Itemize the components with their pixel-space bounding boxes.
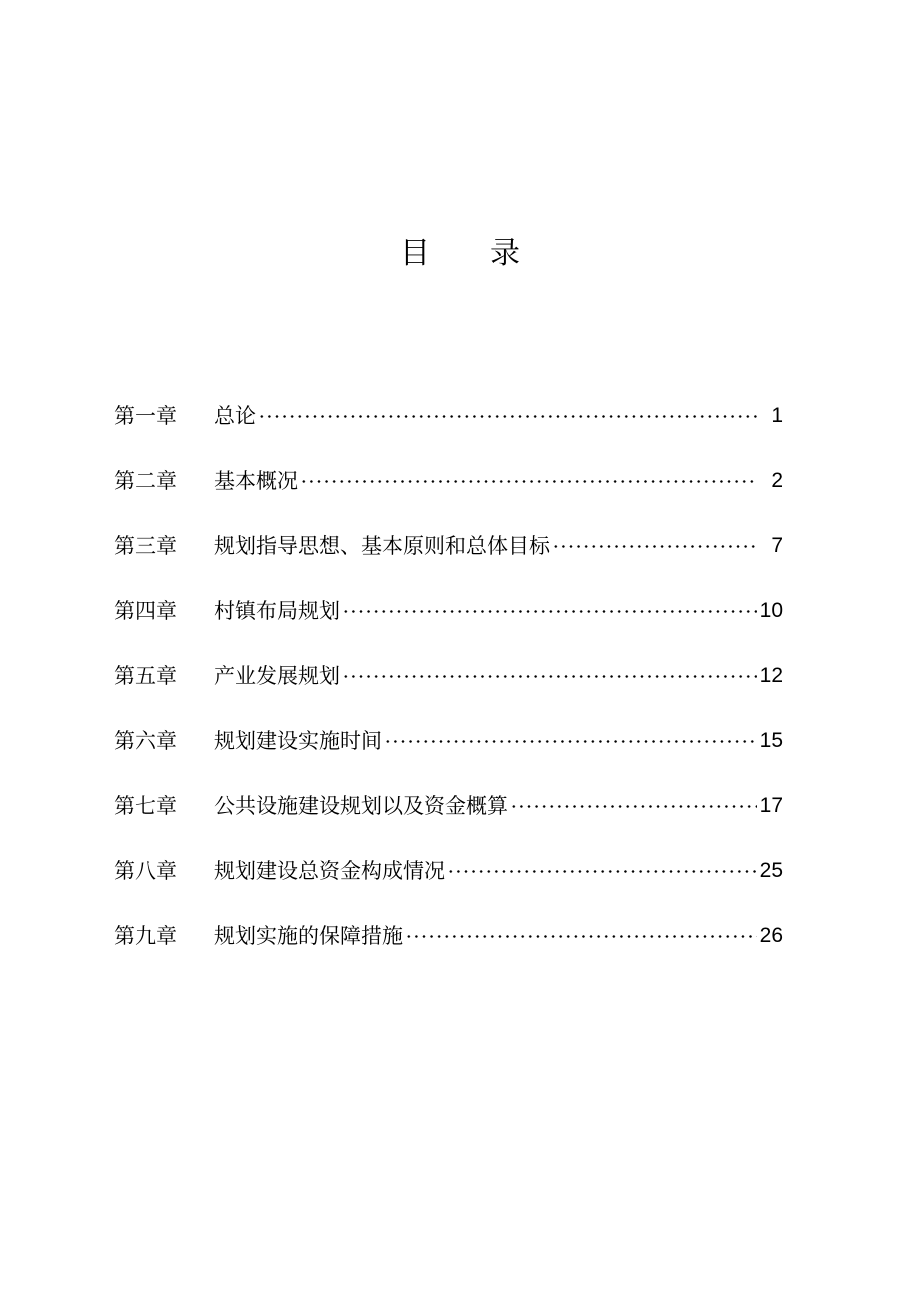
chapter-number: 第七章 bbox=[114, 794, 177, 818]
toc-title-char-2: 录 bbox=[490, 236, 520, 271]
dot-leader bbox=[552, 545, 757, 548]
toc-entry-chapter-4[interactable] bbox=[114, 595, 783, 627]
chapter-title: 村镇布局规划 bbox=[214, 599, 340, 623]
toc-title-char-1: 目 bbox=[400, 236, 430, 271]
chapter-number: 第四章 bbox=[114, 599, 177, 623]
chapter-title: 产业发展规划 bbox=[214, 664, 340, 688]
toc-entry-chapter-7[interactable] bbox=[114, 790, 783, 822]
toc-entry-chapter-2[interactable] bbox=[114, 465, 783, 497]
dot-leader bbox=[384, 740, 757, 743]
chapter-title: 规划建设实施时间 bbox=[214, 729, 382, 753]
chapter-number: 第六章 bbox=[114, 729, 177, 753]
page-number: 10 bbox=[759, 599, 783, 622]
dot-leader bbox=[342, 675, 757, 678]
chapter-number: 第二章 bbox=[114, 469, 177, 493]
page-number: 26 bbox=[759, 924, 783, 947]
page-number: 17 bbox=[759, 794, 783, 817]
chapter-title: 规划建设总资金构成情况 bbox=[214, 859, 445, 883]
chapter-number: 第三章 bbox=[114, 534, 177, 558]
chapter-title: 规划指导思想、基本原则和总体目标 bbox=[214, 534, 550, 558]
dot-leader bbox=[300, 480, 757, 483]
dot-leader bbox=[258, 415, 757, 418]
chapter-number: 第一章 bbox=[114, 404, 177, 428]
dot-leader bbox=[510, 805, 757, 808]
chapter-title: 总论 bbox=[214, 404, 256, 428]
dot-leader bbox=[405, 935, 757, 938]
toc-entry-chapter-9[interactable] bbox=[114, 920, 783, 952]
chapter-title: 公共设施建设规划以及资金概算 bbox=[214, 794, 508, 818]
page-number: 2 bbox=[771, 469, 783, 492]
dot-leader bbox=[447, 870, 757, 873]
chapter-title: 基本概况 bbox=[214, 469, 298, 493]
toc-entry-chapter-1[interactable] bbox=[114, 400, 783, 432]
page-number: 7 bbox=[771, 534, 783, 557]
chapter-number: 第八章 bbox=[114, 859, 177, 883]
page-number: 25 bbox=[759, 859, 783, 882]
dot-leader bbox=[342, 610, 757, 613]
chapter-number: 第五章 bbox=[114, 664, 177, 688]
toc-entry-chapter-8[interactable] bbox=[114, 855, 783, 887]
chapter-title: 规划实施的保障措施 bbox=[214, 924, 403, 948]
toc-entry-chapter-3[interactable] bbox=[114, 530, 783, 562]
toc-entry-chapter-5[interactable] bbox=[114, 660, 783, 692]
toc-entry-chapter-6[interactable] bbox=[114, 725, 783, 757]
page-number: 1 bbox=[771, 404, 783, 427]
page-number: 12 bbox=[759, 664, 783, 687]
page-number: 15 bbox=[759, 729, 783, 752]
chapter-number: 第九章 bbox=[114, 924, 177, 948]
